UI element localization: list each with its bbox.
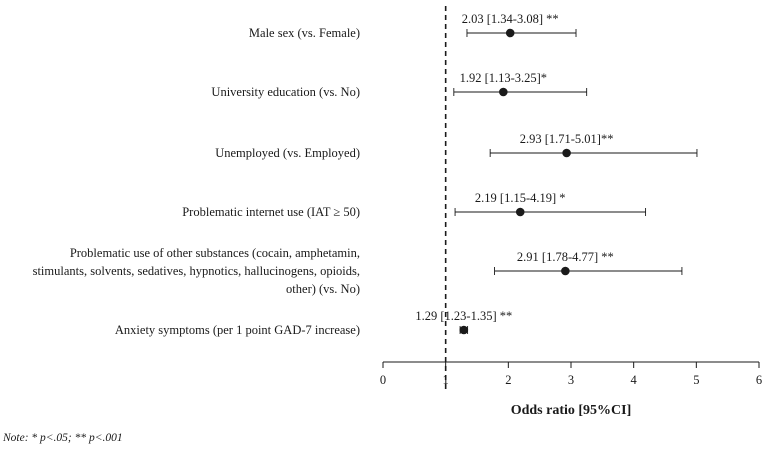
- row-label: Problematic use of other substances (cocain, amphetamin,: [69, 246, 360, 260]
- x-tick-label: 1: [442, 373, 449, 387]
- odds-ratio-label: 1.92 [1.13-3.25]*: [459, 71, 548, 85]
- odds-ratio-label: 1.29 [1.23-1.35] **: [415, 309, 513, 323]
- odds-ratio-point: [499, 88, 508, 97]
- footnote: Note: * p<.05; ** p<.001: [3, 432, 123, 444]
- row-label: Male sex (vs. Female): [248, 26, 360, 40]
- x-tick-label: 0: [379, 373, 387, 387]
- x-tick-label: 6: [755, 373, 763, 387]
- odds-ratio-point: [460, 326, 469, 335]
- odds-ratio-label: 2.19 [1.15-4.19] *: [474, 191, 566, 205]
- x-tick-label: 3: [567, 373, 575, 387]
- row-label: Anxiety symptoms (per 1 point GAD-7 increase): [114, 323, 360, 337]
- x-tick-label: 2: [505, 373, 512, 387]
- odds-ratio-point: [562, 149, 571, 158]
- row-label: Problematic internet use (IAT ≥ 50): [182, 205, 360, 219]
- odds-ratio-label: 2.91 [1.78-4.77] **: [516, 250, 614, 264]
- x-tick-label: 5: [693, 373, 700, 387]
- odds-ratio-point: [516, 208, 525, 217]
- x-tick-label: 4: [630, 373, 637, 387]
- row-label: University education (vs. No): [211, 85, 360, 99]
- row-label: Unemployed (vs. Employed): [215, 146, 360, 160]
- x-axis-title: Odds ratio [95%CI]: [510, 403, 632, 418]
- odds-ratio-point: [561, 267, 570, 276]
- row-label: other) (vs. No): [286, 282, 360, 296]
- odds-ratio-point: [506, 29, 515, 38]
- row-label: stimulants, solvents, sedatives, hypnotics, hallucinogens, opioids,: [32, 264, 360, 278]
- odds-ratio-label: 2.03 [1.34-3.08] **: [461, 12, 559, 26]
- odds-ratio-label: 2.93 [1.71-5.01]**: [519, 132, 614, 146]
